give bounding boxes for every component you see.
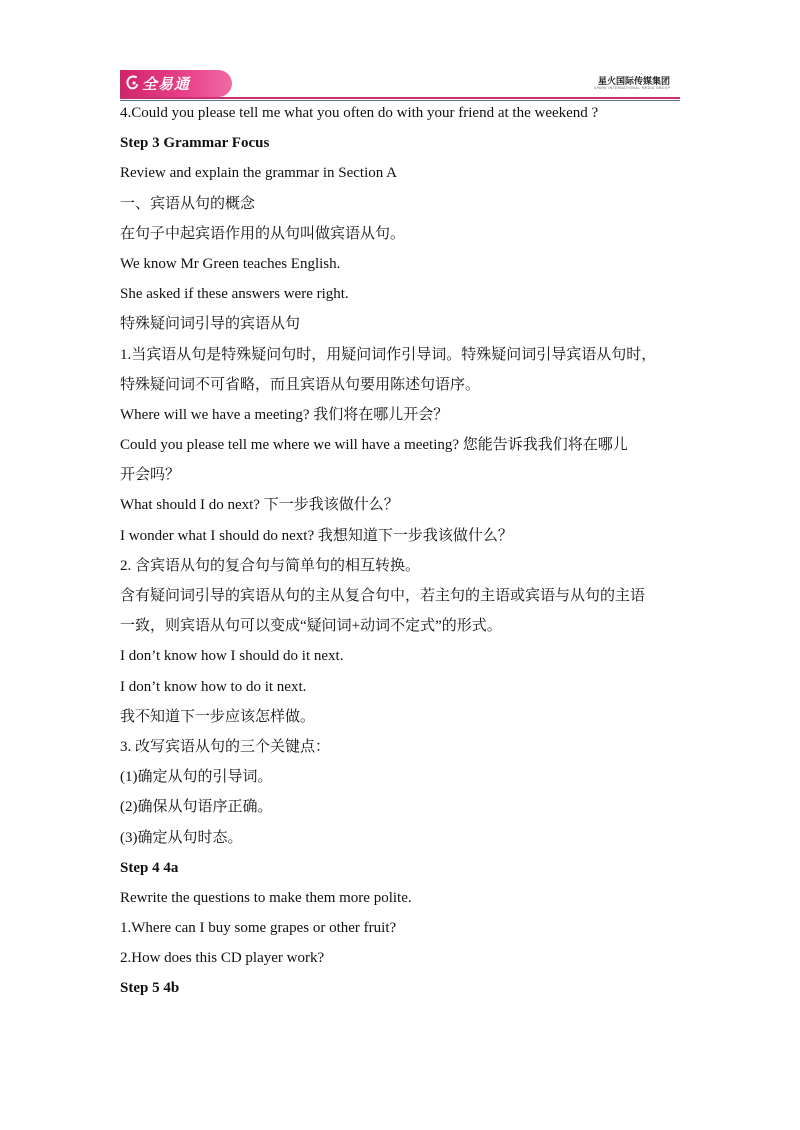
example-sentence: We know Mr Green teaches English.: [120, 255, 341, 272]
rule-paragraph: 1.当宾语从句是特殊疑问句时，用疑问词作引导词。特殊疑问词引导宾语从句时，: [120, 346, 657, 363]
concept-definition: 在句子中起宾语作用的从句叫做宾语从句。: [120, 225, 406, 242]
example-sentence: What should I do next? 下一步我该做什么？: [120, 497, 399, 514]
example-sentence: I don’t know how to do it next.: [120, 678, 307, 695]
exercise-question: 1.Where can I buy some grapes or other fruit?: [120, 920, 397, 937]
document-body: [120, 98, 690, 1004]
rule-heading: 2. 含宾语从句的复合句与简单句的相互转换。: [120, 557, 421, 574]
key-point: (3)确定从句时态。: [120, 829, 243, 846]
example-sentence: I don’t know how I should do it next.: [120, 648, 344, 665]
logo-text: 全易通: [142, 75, 191, 93]
step-4-instruction: Rewrite the questions to make them more polite.: [120, 889, 412, 906]
publisher-name: 星火国际传媒集团: [597, 77, 670, 87]
section-heading-concept: 一、宾语从句的概念: [120, 195, 256, 212]
example-sentence: She asked if these answers were right.: [120, 286, 349, 303]
key-point: (1)确定从句的引导词。: [120, 769, 273, 786]
subsection-heading: 特殊疑问词引导的宾语从句: [120, 316, 301, 333]
page-header: [120, 70, 680, 100]
example-sentence: Where will we have a meeting? 我们将在哪儿开会？: [120, 406, 449, 423]
brand-logo: [120, 70, 232, 97]
logo-swirl-icon: [124, 74, 140, 92]
step-4-heading: Step 4 4a: [120, 859, 179, 876]
question-4: 4.Could you please tell me what you often do with your friend at the weekend ?: [120, 105, 599, 121]
step-3-instruction: Review and explain the grammar in Section A: [120, 165, 398, 182]
step-5-heading: Step 5 4b: [120, 980, 180, 997]
example-sentence: I wonder what I should do next? 我想知道下一步我该做什么？: [120, 527, 513, 544]
example-translation: 我不知道下一步应该怎样做。: [120, 708, 316, 725]
rule-paragraph: 特殊疑问词不可省略，而且宾语从句要用陈述句语序。: [120, 376, 481, 393]
rule-paragraph: 一致，则宾语从句可以变成“疑问词+动词不定式”的形式。: [120, 618, 502, 635]
exercise-question: 2.How does this CD player work?: [120, 950, 325, 967]
example-sentence: 开会吗？: [120, 467, 181, 484]
step-3-heading: Step 3 Grammar Focus: [120, 135, 270, 152]
example-sentence: Could you please tell me where we will have a meeting? 您能告诉我我们将在哪儿: [120, 437, 628, 454]
rule-paragraph: 含有疑问词引导的宾语从句的主从复合句中，若主句的主语或宾语与从句的主语: [120, 588, 646, 604]
rule-heading: 3. 改写宾语从句的三个关键点：: [120, 738, 331, 755]
publisher-subtitle: SPARK INTERNATIONAL MEDIA GROUP: [594, 86, 670, 90]
key-point: (2)确保从句语序正确。: [120, 799, 273, 816]
